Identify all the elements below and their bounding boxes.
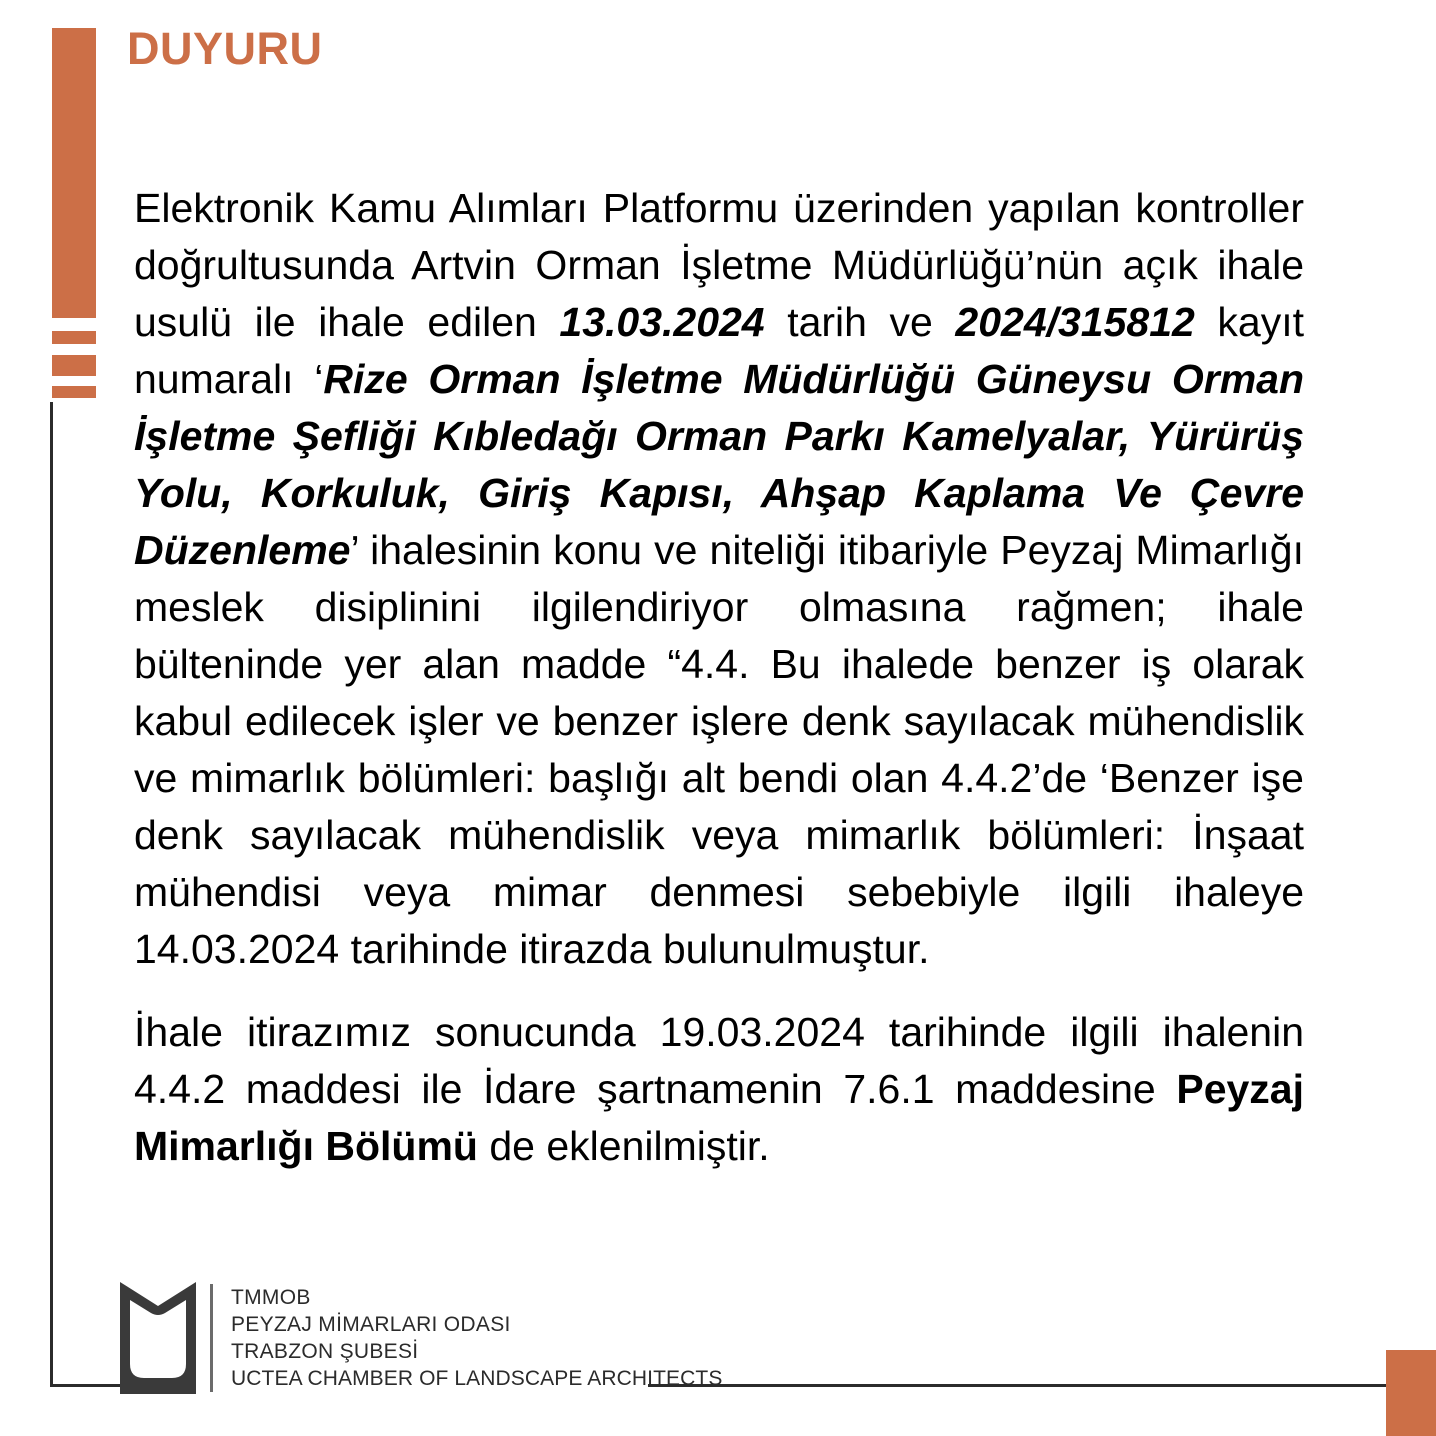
organization-logo-block (120, 1282, 722, 1394)
paragraph-2-segment-1: İhale itirazımız sonucunda 19.03.2024 tarihinde ilgili ihalenin 4.4.2 maddesi ile İdare şartnamenin 7.6.1 maddesine (134, 1009, 1304, 1112)
frame-vertical-rule (50, 402, 53, 1387)
logo-line-tmmob: TMMOB (231, 1286, 311, 1309)
decoration-bar-small-1 (52, 331, 96, 344)
tender-name: Rize Orman İşletme Müdürlüğü Güneysu Orman İşletme Şefliği Kıbledağı Orman Parkı Kamelyalar, Yürürüş Yolu, Korkuluk, Giriş Kapısı, Ahşap Kaplama Ve Çevre Düzenleme (134, 356, 1304, 573)
decoration-bar-small-2 (52, 355, 96, 376)
announcement-body (134, 180, 1304, 1175)
decoration-bar-tall (52, 28, 96, 318)
tender-date: 13.03.2024 (559, 299, 765, 345)
decoration-bar-small-3 (52, 386, 96, 398)
paragraph-1-segment-1: Elektronik Kamu Alımları Platformu üzerinden yapılan kontroller doğrultusunda Artvin Orman İşletme Müdürlüğü’nün açık ihale usulü ile ihale edilen (134, 185, 1304, 345)
logo-text-block (231, 1284, 722, 1392)
paragraph-1-segment-2: tarih ve (764, 299, 956, 345)
decoration-corner-block (1386, 1350, 1436, 1436)
paragraph-2 (134, 1004, 1304, 1175)
logo-line-chamber: PEYZAJ MİMARLARI ODASI (231, 1313, 511, 1336)
logo-line-english: UCTEA CHAMBER OF LANDSCAPE ARCHITECTS (231, 1367, 723, 1390)
tmmob-logo-icon (120, 1282, 196, 1394)
logo-divider (210, 1284, 213, 1392)
frame-bottom-rule-right (648, 1384, 1387, 1387)
paragraph-1 (134, 180, 1304, 978)
paragraph-1-segment-4: ’ ihalesinin konu ve niteliği itibariyle Peyzaj Mimarlığı meslek disiplinini ilgilendiriyor olmasına rağmen; ihale bülteninde yer alan madde “4.4. Bu ihalede benzer iş olarak kabul edilecek işler ve benzer işlere denk sayılacak mühendislik ve mimarlık bölümleri: başlığı alt bendi olan 4.4.2’de ‘Benzer işe denk sayılacak mühendislik veya mimarlık bölümleri: İnşaat mühendisi veya mimar denmesi sebebiyle ilgili ihaleye 14.03.2024 tarihinde itirazda bulunulmuştur. (134, 527, 1304, 972)
paragraph-1-segment-3: kayıt numaralı ‘ (134, 299, 1304, 402)
logo-line-branch: TRABZON ŞUBESİ (231, 1340, 419, 1363)
added-department-name: Peyzaj Mimarlığı Bölümü (134, 1066, 1304, 1169)
page-title: DUYURU (127, 23, 323, 74)
frame-bottom-rule-left (50, 1384, 120, 1387)
tender-registration-number: 2024/315812 (955, 299, 1195, 345)
paragraph-2-segment-2: de eklenilmiştir. (477, 1123, 770, 1169)
